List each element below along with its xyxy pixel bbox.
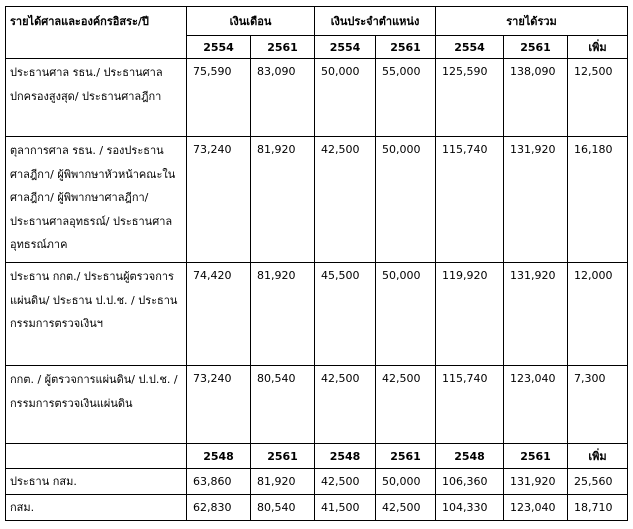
cell-value: 104,330 (436, 495, 504, 521)
table-row (6, 366, 628, 444)
cell-value: 81,920 (251, 263, 315, 366)
header-row-groups (6, 7, 628, 36)
cell-value: 42,500 (315, 137, 376, 263)
header-year: 2554 (187, 36, 251, 59)
cell-value: 131,920 (504, 137, 568, 263)
row-label: ประธาน กสม. (6, 469, 187, 495)
cell-value: 73,240 (187, 137, 251, 263)
cell-value: 74,420 (187, 263, 251, 366)
header-year: 2561 (376, 444, 436, 469)
cell-value: 12,000 (568, 263, 628, 366)
header-year: 2561 (376, 36, 436, 59)
cell-value: 123,040 (504, 366, 568, 444)
header-blank (6, 444, 187, 469)
cell-value: 138,090 (504, 59, 568, 137)
cell-value: 73,240 (187, 366, 251, 444)
cell-value: 63,860 (187, 469, 251, 495)
cell-value: 42,500 (376, 495, 436, 521)
header-year: 2554 (436, 36, 504, 59)
cell-value: 119,920 (436, 263, 504, 366)
header-increase: เพิ่ม (568, 36, 628, 59)
table-row (6, 137, 628, 263)
cell-value: 115,740 (436, 137, 504, 263)
row-label: ตุลาการศาล รธน. / รองประธานศาลฎีกา/ ผู้พิพากษาหัวหน้าคณะในศาลฎีกา/ ผู้พิพากษาศาลฎีกา/ ประธานศาลอุทธรณ์/ ประธานศาลอุทธรณ์ภาค (6, 137, 187, 263)
header-year: 2548 (436, 444, 504, 469)
header-year: 2561 (504, 36, 568, 59)
header-increase: เพิ่ม (568, 444, 628, 469)
cell-value: 41,500 (315, 495, 376, 521)
header-year: 2554 (315, 36, 376, 59)
cell-value: 42,500 (376, 366, 436, 444)
cell-value: 83,090 (251, 59, 315, 137)
cell-value: 131,920 (504, 469, 568, 495)
row-label: ประธานศาล รธน./ ประธานศาลปกครองสูงสุด/ ประธานศาลฎีกา (6, 59, 187, 137)
cell-value: 7,300 (568, 366, 628, 444)
cell-value: 123,040 (504, 495, 568, 521)
header-year: 2561 (251, 36, 315, 59)
table-row (6, 495, 628, 521)
cell-value: 62,830 (187, 495, 251, 521)
table-row (6, 59, 628, 137)
cell-value: 81,920 (251, 137, 315, 263)
income-table (5, 6, 628, 521)
header-group-salary: เงินเดือน (187, 7, 315, 36)
table-row (6, 469, 628, 495)
cell-value: 50,000 (376, 137, 436, 263)
cell-value: 131,920 (504, 263, 568, 366)
cell-value: 81,920 (251, 469, 315, 495)
cell-value: 55,000 (376, 59, 436, 137)
cell-value: 12,500 (568, 59, 628, 137)
row-label: กสม. (6, 495, 187, 521)
row-label: ประธาน กกต./ ประธานผู้ตรวจการแผ่นดิน/ ประธาน ป.ป.ช. / ประธานกรรมการตรวจเงินฯ (6, 263, 187, 366)
header-year: 2561 (251, 444, 315, 469)
table-row (6, 263, 628, 366)
cell-value: 18,710 (568, 495, 628, 521)
cell-value: 50,000 (376, 263, 436, 366)
cell-value: 42,500 (315, 469, 376, 495)
header-row-years-2 (6, 444, 628, 469)
header-year: 2548 (315, 444, 376, 469)
row-label: กกต. / ผู้ตรวจการแผ่นดิน/ ป.ป.ช. / กรรมการตรวจเงินแผ่นดิน (6, 366, 187, 444)
cell-value: 80,540 (251, 366, 315, 444)
cell-value: 25,560 (568, 469, 628, 495)
cell-value: 106,360 (436, 469, 504, 495)
cell-value: 45,500 (315, 263, 376, 366)
header-year: 2561 (504, 444, 568, 469)
cell-value: 125,590 (436, 59, 504, 137)
header-group-position-allowance: เงินประจำตำแหน่ง (315, 7, 436, 36)
cell-value: 42,500 (315, 366, 376, 444)
header-col-title: รายได้ศาลและองค์กรอิสระ/ปี (6, 7, 187, 59)
cell-value: 16,180 (568, 137, 628, 263)
cell-value: 75,590 (187, 59, 251, 137)
header-group-total-income: รายได้รวม (436, 7, 628, 36)
header-year: 2548 (187, 444, 251, 469)
cell-value: 115,740 (436, 366, 504, 444)
cell-value: 50,000 (376, 469, 436, 495)
cell-value: 50,000 (315, 59, 376, 137)
cell-value: 80,540 (251, 495, 315, 521)
